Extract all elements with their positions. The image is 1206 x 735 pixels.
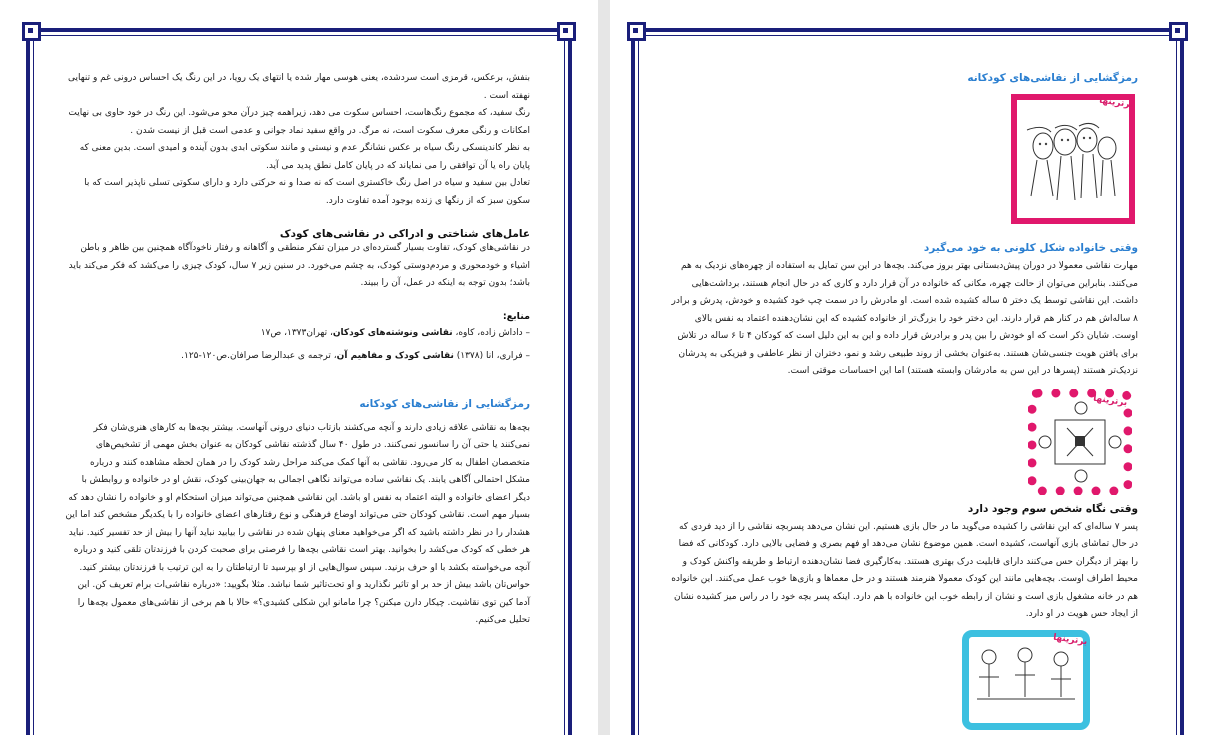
section-heading: عامل‌های شناختی و ادراکی در نقاشی‌های کودک xyxy=(279,228,530,240)
page-gutter xyxy=(598,0,610,735)
paragraph: مهارت نقاشی معمولا در دوران پیش‌دبستانی بهتر بروز می‌کند. بچه‌ها در این سن تمایل به استفاده از چهره‌های نزدیک به هم می‌کنند. بنابراین می‌توان از حالت چهره، مکانی که خانواده در آن قرار دارد و کاری که در حال انجام هستند، برداشت‌هایی داشت. این نقاشی توسط یک دختر ۵ ساله کشیده شده است. او مادرش را در سمت چپ خود کشیده و خودش، پدرش و برادر ۸ ساله‌اش هم در کنار هم قرار دارند. این دختر خود را بزرگ‌تر از خانواده کشیده که این نشان‌دهنده اعتماد به نفس بالای اوست. شایان ذکر است که او خودش را بین پدر و برادرش قرار داده و این به این دلیل است که کودکان ۴ تا ۶ ساله در تلاش برای یافتن هویت جنسی‌شان هستند. به‌عنوان بخشی از روند طبیعی رشد و نمو، دختران از نظر عاطفی و فیزیکی به پدرشان نزدیک‌تر هستند (پسرها در این سن به مادرشان وابسته هستند) اما این احساسات موقتی است. xyxy=(671,261,1138,376)
sources-heading: منابع: xyxy=(502,310,530,322)
right-page-text xyxy=(670,72,1138,724)
left-page-text xyxy=(64,70,530,630)
watermark-logo: برترینها xyxy=(1092,393,1128,408)
page-border-corner xyxy=(557,22,576,41)
source-title: نقاشی ونوشته‌های کودکان xyxy=(332,327,453,338)
source-author: – فراری، انا (۱۳۷۸) xyxy=(453,351,530,361)
source-item xyxy=(64,325,530,343)
paragraph: به نظر کاندینسکی رنگ سیاه بر عکس نشانگر عدم و نیستی و مانند سکوتی ابدی بدون آینده و امیدی است. بدین معنی که پایان راه یا آن توافقی را می نمایاند که در پایان کامل نطق پدید می آید. xyxy=(79,143,530,171)
paragraph: تعادل بین سفید و سیاه در اصل رنگ خاکستری است که نه صدا و نه حرکتی دارد و دارای سکوتی تسلی ناپذیر است که با سکون سبز که از رنگها ی زنده بوجود آمده تفاوت دارد. xyxy=(84,178,530,206)
source-title: نقاشی کودک و مفاهیم آن xyxy=(336,351,454,361)
paragraph: رنگ سفید، که مجموع رنگ‌هاست، احساس سکوت می دهد، زیراهمه چیز درآن محو می‌شود. این رنگ در خود حاوی بی نهایت امکانات و رنگی معرف سکوت است، نه مرگ. در واقع سفید نماد جوانی و عدمی است قبل از نیست شدن . xyxy=(68,108,530,136)
source-item xyxy=(64,348,530,366)
watermark-logo: برترینها xyxy=(1052,632,1088,647)
page-border-corner xyxy=(627,22,646,41)
paragraph: پسر ۷ ساله‌ای که این نقاشی را کشیده می‌گوید ما در حال بازی هستیم. این نشان می‌دهد پسربچه نقاشی را از دید فردی که در حال تماشای بازی آنهاست، کشیده است. همین موضوع نشان می‌دهد او فهم بصری و فضایی بالایی دارد. کودکانی که فضا را بهتر از دیگران حس می‌کنند دارای قابلیت درک بهتری هستند. به‌کارگیری فضا نشان‌دهنده ارتباط و طریقه واکنش کودک و محیط اطراف اوست. بچه‌هایی مانند این کودک معمولا هنرمند هستند و در حل معماها و بازی‌ها خوب عمل می‌کنند. این خانواده هم در خانه مشغول بازی است و نشان از رابطه خوب این خانواده با هم دارد. اینکه پسر بچه خود را در راس میز کشیده نشان از ایجاد حس هویت در او دارد. xyxy=(671,521,1138,619)
section-heading: وقتی خانواده شکل کلونی به خود می‌گیرد xyxy=(923,242,1138,254)
source-details: ، تهران۱۳۷۳، ص۱۷ xyxy=(260,327,333,338)
family-drawing-image xyxy=(1011,94,1135,224)
paragraph: بنفش، برعکس، قرمزی است سرد‌شده، یعنی هوسی مهار شده یا انتهای یک رویا، در این رنگ یک احساس درونی غم و تنهایی نهفته است . xyxy=(67,73,530,101)
family-sketch xyxy=(1017,100,1129,218)
section-heading: رمزگشایی از نقاشی‌های کودکانه xyxy=(359,397,530,410)
figure-slot xyxy=(670,624,1138,724)
paragraph: بچه‌ها به نقاشی علاقه زیادی دارند و آنچه می‌کشند بازتاب دنیای درونی آنهاست. بیشتر بچه‌ها به کارهای هنری‌شان فکر نمی‌کنند یا حتی آن را سانسور نمی‌کنند. در طول ۴۰ سال گذشته نقاشی کودکان به عنوان بخش مهمی از تشخیص‌های متخصصان اطفال به کار می‌رود. نقاشی به آنها کمک می‌کند مراحل رشد کودک را در همان لحظه مشاهده کنند و درباره مشکل احتمالی آگاهی یابند. یک نقاشی ساده می‌تواند نگاهی اجمالی به جهان‌بینی کودک، نقش او در خانواده و روابطش با دیگر اعضای خانواده و البته اعتماد به نفس او باشد. این نقاشی همچنین می‌تواند میزان استحکام او و خانواده را نشان دهد که بسیار مهم است. نقاشی کودکان حتی می‌تواند اوضاع فرهنگی و نوع رفتارهای اعضای خانواده را با یکدیگر مشخص کند اما این هشدار را در نظر داشته باشید که اگر می‌خواهید معنای پنهان شده در نقاشی را بیابید نباید آنها را بیش از حد تفسیر کنید. نباید هر خطی که کودک می‌کشد را بخوانید. بهتر است نقاشی بچه‌ها را فرصتی برای صحبت کردن با فرزندتان تلقی کنید و درباره آنچه می‌خواسته بکشد با او حرف بزنید. سپس سوال‌هایی از او بپرسید تا ارتباطتان را به این ترتیب با فرزندتان بیشتر کنید. حواس‌تان باشد بیش از حد بر او تاثیر نگذارید و او تحت‌تاثیر شما نباشد. مثلا بگویید: «درباره نقاشی‌ات برام تعریف کن. این آدما کین توی نقاشیت. چیکار دارن میکنن؟ چرا مامانو این شکلی کشیدی؟» حالا با هم برخی از نقاشی‌های معمول بچه‌ها را تحلیل می‌کنیم. xyxy=(65,422,530,625)
figure-slot xyxy=(670,381,1138,499)
table-drawing-image xyxy=(962,630,1090,730)
game-drawing-image xyxy=(1028,389,1132,495)
game-sketch xyxy=(1037,398,1123,486)
document-page-right xyxy=(610,0,1206,735)
source-details: ، ترجمه ی عبدالرضا صرافان.ص۱۲۰-۱۲۵. xyxy=(181,351,337,361)
paragraph: در نقاشی‌های کودک، تفاوت بسیار گسترده‌ای در میزان تفکر منطقی و آگاهانه و رفتار ناخودآگاه همچنین بین ظاهر و باطن اشیاء و خودمحوری و مردم‌دوستی کودک، به چشم می‌خورد. در سنین زیر ۷ سال، کودک چیزی را می‌کشد که فکر می‌کند باید باشد؛ بدون توجه به اینکه در عمل، آن را ببیند. xyxy=(68,243,530,288)
section-heading: وقتی نگاه شخص سوم وجود دارد xyxy=(967,502,1138,515)
figure-slot xyxy=(670,84,1138,234)
page-title: رمزگشایی از نقاشی‌های کودکانه xyxy=(967,72,1138,84)
watermark-logo: برترینها xyxy=(1098,95,1134,111)
page-border-corner xyxy=(22,22,41,41)
document-page-left xyxy=(0,0,598,735)
source-author: – داداش زاده، کاوه، xyxy=(452,327,530,338)
table-sketch xyxy=(969,637,1083,723)
page-border-corner xyxy=(1169,22,1188,41)
